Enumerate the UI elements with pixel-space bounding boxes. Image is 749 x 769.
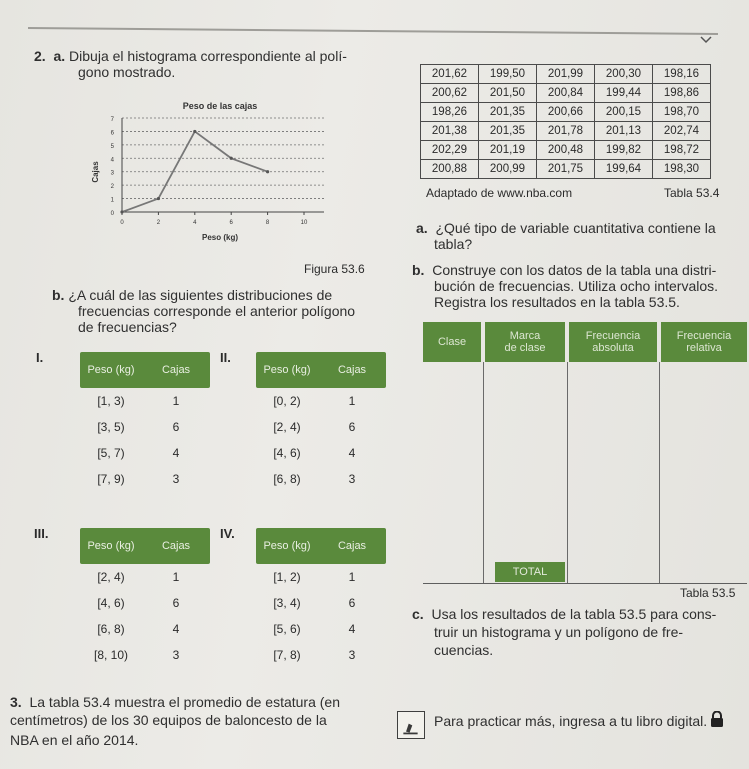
cell-interval: [4, 6) bbox=[273, 446, 301, 460]
table-body-empty[interactable] bbox=[423, 362, 747, 584]
header-abs-line2: absoluta bbox=[592, 342, 634, 354]
header-rel-line2: relativa bbox=[686, 342, 722, 354]
table-cell: 198,26 bbox=[421, 103, 479, 122]
header-peso: Peso (kg) bbox=[87, 364, 135, 376]
question-right-b-line2: bución de frecuencias. Utiliza ocho intervalos. bbox=[434, 278, 719, 294]
header-cajas: Cajas bbox=[337, 540, 367, 552]
cell-interval: [2, 4) bbox=[97, 570, 125, 584]
question-2b-line2: frecuencias corresponde el anterior polígono bbox=[78, 303, 356, 319]
table-source: Adaptado de www.nba.com bbox=[426, 186, 573, 200]
option-label-1: I. bbox=[36, 350, 44, 365]
distribution-table-4 bbox=[256, 528, 386, 668]
cell-count: 6 bbox=[172, 420, 180, 434]
question-number: 2. bbox=[34, 48, 46, 64]
table-header bbox=[256, 352, 386, 388]
header-marca-line1: Marca bbox=[509, 330, 541, 342]
cell-interval: [3, 4) bbox=[273, 596, 301, 610]
table-row bbox=[421, 141, 711, 160]
question-right-b-line1 bbox=[412, 262, 716, 278]
cell-interval: [1, 3) bbox=[97, 394, 125, 408]
header-cajas: Cajas bbox=[161, 364, 191, 376]
table-row bbox=[421, 84, 711, 103]
question-right-b-text: Construye con los datos de la tabla una distri- bbox=[432, 262, 717, 278]
polygon-point bbox=[157, 197, 160, 200]
chevron-down-icon[interactable] bbox=[700, 36, 712, 44]
table-row bbox=[256, 388, 386, 414]
cell-interval: [5, 7) bbox=[97, 446, 125, 460]
header-marca-line2: de clase bbox=[504, 342, 546, 354]
question-right-a-text: ¿Qué tipo de variable cuantitativa contiene la bbox=[435, 220, 716, 236]
table-row bbox=[80, 564, 210, 590]
y-tick-label: 0 bbox=[110, 211, 114, 217]
question-right-b-line3: Registra los resultados en la tabla 53.5. bbox=[434, 294, 680, 310]
cell-interval: [5, 6) bbox=[273, 622, 301, 636]
cell-count: 3 bbox=[172, 472, 180, 486]
option-label-2: II. bbox=[220, 350, 231, 365]
cell-interval: [3, 5) bbox=[97, 420, 125, 434]
y-tick-label: 3 bbox=[110, 170, 114, 177]
question-right-c-text: Usa los resultados de la tabla 53.5 para cons- bbox=[431, 606, 717, 622]
polygon-point bbox=[266, 170, 269, 173]
table-cell: 201,35 bbox=[479, 103, 537, 122]
x-tick-label: 8 bbox=[265, 220, 270, 226]
table-cell: 201,75 bbox=[537, 160, 595, 179]
table-cell: 200,88 bbox=[421, 160, 479, 179]
practice-note[interactable]: Para practicar más, ingresa a tu libro digital. bbox=[434, 713, 708, 729]
table-row bbox=[421, 65, 711, 84]
header-cajas: Cajas bbox=[337, 364, 367, 376]
table-row bbox=[421, 103, 711, 122]
x-tick-label: 0 bbox=[120, 220, 124, 226]
table-row bbox=[256, 616, 386, 642]
y-tick-label: 2 bbox=[110, 184, 114, 191]
option-label-3: III. bbox=[34, 526, 49, 541]
table-header bbox=[80, 352, 210, 388]
table-cell: 198,30 bbox=[653, 160, 711, 179]
question-3-text: La tabla 53.4 muestra el promedio de estatura (en bbox=[29, 694, 340, 710]
table-cell: 202,74 bbox=[653, 122, 711, 141]
table-row bbox=[80, 440, 210, 466]
cell-count: 3 bbox=[348, 472, 356, 486]
table-cell: 201,19 bbox=[479, 141, 537, 160]
option-label-4: IV. bbox=[220, 526, 235, 541]
table-cell: 200,48 bbox=[537, 141, 595, 160]
cell-count: 6 bbox=[172, 596, 180, 610]
question-2a-line1: Dibuja el histograma correspondiente al polí- bbox=[69, 48, 347, 64]
distribution-table-1 bbox=[80, 352, 210, 492]
table-cell: 198,72 bbox=[653, 141, 711, 160]
chart-ylabel: Cajas bbox=[91, 161, 100, 183]
header-frecuencia-absoluta bbox=[569, 322, 657, 362]
cell-count: 1 bbox=[348, 570, 356, 584]
x-tick-label: 10 bbox=[300, 220, 308, 226]
table-row bbox=[421, 160, 711, 179]
question-3-line1 bbox=[10, 694, 340, 710]
table-row bbox=[256, 466, 386, 492]
table-row bbox=[80, 642, 210, 668]
table-cell: 200,84 bbox=[537, 84, 595, 103]
table-cell: 200,15 bbox=[595, 103, 653, 122]
cell-interval: [6, 8) bbox=[273, 472, 301, 486]
cell-interval: [7, 9) bbox=[97, 472, 125, 486]
table-header bbox=[256, 528, 386, 564]
question-3-line2: centímetros) de los 30 equipos de baloncesto de la bbox=[10, 712, 327, 728]
table-cell: 201,78 bbox=[537, 122, 595, 141]
chart-title: Peso de las cajas bbox=[182, 101, 258, 111]
question-right-c-line1 bbox=[412, 606, 716, 622]
question-right-c-line2: truir un histograma y un polígono de fre- bbox=[434, 624, 684, 640]
table-row bbox=[421, 122, 711, 141]
table-cell: 201,99 bbox=[537, 65, 595, 84]
cell-interval: [0, 2) bbox=[273, 394, 301, 408]
y-tick-label: 6 bbox=[110, 130, 114, 137]
table-cell: 200,62 bbox=[421, 84, 479, 103]
table-cell: 199,44 bbox=[595, 84, 653, 103]
cell-interval: [1, 2) bbox=[273, 570, 301, 584]
table-cell: 201,50 bbox=[479, 84, 537, 103]
item-b-label: b. bbox=[412, 262, 425, 278]
y-tick-label: 7 bbox=[110, 117, 114, 123]
cell-interval: [8, 10) bbox=[93, 648, 129, 662]
table-row bbox=[80, 616, 210, 642]
polygon-chart bbox=[88, 100, 328, 250]
total-label: TOTAL bbox=[495, 562, 565, 582]
table-row bbox=[80, 388, 210, 414]
y-tick-label: 5 bbox=[110, 143, 114, 150]
chart-xlabel: Peso (kg) bbox=[201, 233, 239, 242]
question-3-line3: NBA en el año 2014. bbox=[10, 732, 139, 748]
x-tick-label: 4 bbox=[193, 220, 197, 226]
cell-interval: [2, 4) bbox=[273, 420, 301, 434]
table-row bbox=[80, 590, 210, 616]
table-cell: 201,62 bbox=[421, 65, 479, 84]
table-row bbox=[256, 440, 386, 466]
table-row bbox=[256, 642, 386, 668]
table-cell: 199,50 bbox=[479, 65, 537, 84]
polygon-point bbox=[230, 157, 233, 160]
header-peso: Peso (kg) bbox=[87, 540, 135, 552]
cell-count: 1 bbox=[172, 394, 180, 408]
table-row bbox=[80, 414, 210, 440]
table-53-5-label: Tabla 53.5 bbox=[680, 586, 736, 600]
header-rel-line1: Frecuencia bbox=[676, 330, 732, 342]
item-b-label: b. bbox=[52, 287, 65, 303]
cell-interval: [7, 8) bbox=[273, 648, 301, 662]
figure-caption: Figura 53.6 bbox=[304, 262, 365, 276]
table-cell: 201,38 bbox=[421, 122, 479, 141]
question-2a-line2: gono mostrado. bbox=[78, 64, 176, 80]
question-2b-line1 bbox=[52, 287, 332, 303]
cell-count: 4 bbox=[348, 446, 356, 460]
top-divider bbox=[28, 27, 718, 35]
nba-heights-table bbox=[420, 64, 711, 179]
table-header bbox=[80, 528, 210, 564]
table-row bbox=[256, 414, 386, 440]
table-cell: 200,30 bbox=[595, 65, 653, 84]
question-2a bbox=[34, 48, 347, 64]
table-cell: 199,64 bbox=[595, 160, 653, 179]
y-tick-label: 1 bbox=[110, 197, 114, 204]
header-cajas: Cajas bbox=[161, 540, 191, 552]
question-right-c-line3: cuencias. bbox=[434, 642, 494, 658]
table-cell: 198,16 bbox=[653, 65, 711, 84]
cell-count: 6 bbox=[348, 420, 356, 434]
cell-count: 3 bbox=[172, 648, 180, 662]
header-frecuencia-relativa bbox=[661, 322, 747, 362]
cell-count: 4 bbox=[348, 622, 356, 636]
table-row bbox=[256, 564, 386, 590]
cell-count: 4 bbox=[172, 446, 180, 460]
table-cell: 201,13 bbox=[595, 122, 653, 141]
table-cell: 198,86 bbox=[653, 84, 711, 103]
table-cell: 198,70 bbox=[653, 103, 711, 122]
distribution-table-3 bbox=[80, 528, 210, 668]
table-53-4-label: Tabla 53.4 bbox=[664, 186, 720, 200]
item-a-label: a. bbox=[53, 48, 66, 64]
item-c-label: c. bbox=[412, 606, 424, 622]
header-peso: Peso (kg) bbox=[263, 540, 311, 552]
polygon-point bbox=[193, 130, 196, 133]
frequency-table-53-5 bbox=[423, 322, 747, 584]
question-2b-line3: de frecuencias? bbox=[78, 319, 177, 335]
question-2b-text: ¿A cuál de las siguientes distribuciones de bbox=[68, 287, 333, 303]
cell-count: 1 bbox=[348, 394, 356, 408]
question-right-a-line1 bbox=[416, 220, 716, 236]
x-tick-label: 6 bbox=[229, 220, 233, 226]
cell-interval: [4, 6) bbox=[97, 596, 125, 610]
table-row bbox=[256, 590, 386, 616]
table-cell: 202,29 bbox=[421, 141, 479, 160]
cell-count: 3 bbox=[348, 648, 356, 662]
distribution-table-2 bbox=[256, 352, 386, 492]
x-tick-label: 2 bbox=[156, 220, 161, 226]
table-cell: 199,82 bbox=[595, 141, 653, 160]
header-peso: Peso (kg) bbox=[263, 364, 311, 376]
header-abs-line1: Frecuencia bbox=[585, 330, 641, 342]
item-a-label: a. bbox=[416, 220, 428, 236]
header-marca bbox=[485, 322, 565, 362]
cell-interval: [6, 8) bbox=[97, 622, 125, 636]
table-cell: 200,66 bbox=[537, 103, 595, 122]
cell-count: 6 bbox=[348, 596, 356, 610]
y-tick-label: 4 bbox=[110, 157, 114, 164]
table-cell: 201,35 bbox=[479, 122, 537, 141]
question-number: 3. bbox=[10, 694, 22, 710]
cell-count: 4 bbox=[172, 622, 180, 636]
cell-count: 1 bbox=[172, 570, 180, 584]
table-row bbox=[80, 466, 210, 492]
polygon-point bbox=[120, 210, 123, 213]
question-right-a-line2: tabla? bbox=[434, 236, 473, 252]
table-cell: 200,99 bbox=[479, 160, 537, 179]
lock-icon bbox=[710, 711, 724, 727]
pencil-icon[interactable] bbox=[397, 711, 425, 739]
header-clase: Clase bbox=[423, 322, 481, 362]
